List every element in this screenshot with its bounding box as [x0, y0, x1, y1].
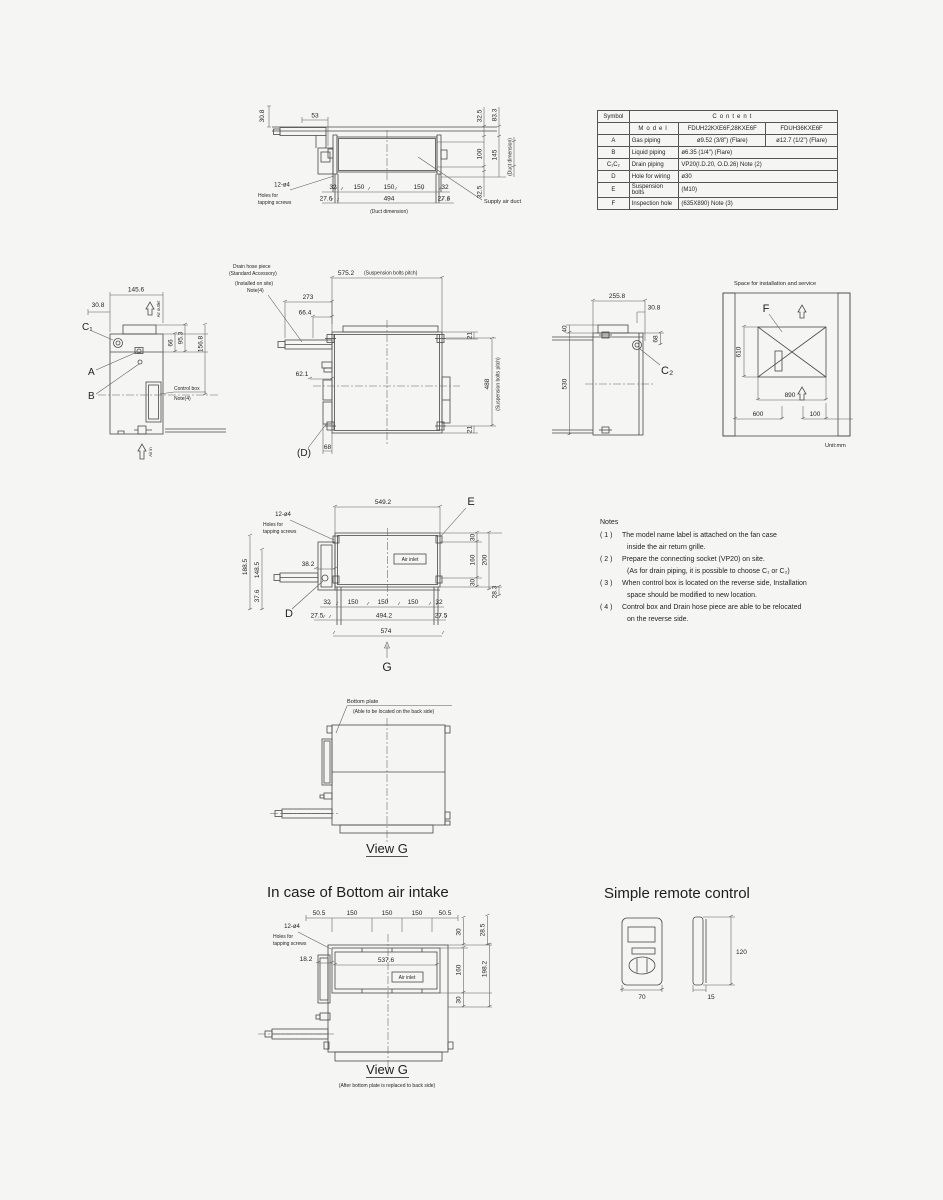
dim-30-bottom: 30: [469, 578, 477, 587]
dim-38-2: 38.2: [301, 561, 315, 568]
note-item-2: [600, 554, 868, 578]
dim-150-3: 150: [407, 599, 419, 606]
control-box-label: Control box: [174, 386, 200, 392]
tapping-screws-label: tapping screws: [258, 200, 292, 206]
dim-255-8: 255.8: [608, 293, 626, 300]
dim-488: 488: [484, 378, 491, 390]
left-side-view: [78, 282, 228, 472]
right-view-dimlines: [566, 299, 664, 435]
install-space-labels: [734, 281, 846, 449]
dim-145-6: 145.6: [127, 286, 145, 294]
holes-count-label: 12-ø4: [275, 512, 291, 518]
notes-title: Notes: [600, 519, 619, 526]
duct-connection-view: [238, 100, 538, 228]
rear-view-labels: [242, 496, 499, 674]
label-f: F: [762, 303, 770, 315]
air-outlet-label: Air outlet: [156, 300, 161, 318]
dim-530: 530: [561, 378, 569, 390]
dim-30-8: 30.8: [259, 109, 266, 123]
note-1-number: ( 1 ): [600, 532, 613, 539]
dim-32-5-bottom: 32.5: [476, 185, 484, 199]
dim-28-5: 28.5: [479, 923, 487, 937]
view-g-centerline: [270, 718, 387, 842]
note-item-4: [600, 602, 868, 626]
suspension-pitch-vertical: (Suspension bolts pitch): [495, 357, 502, 411]
view-g-drawing: [260, 682, 510, 868]
symbol-b: B: [598, 147, 630, 159]
dim-27-5-right: 27.5: [434, 612, 448, 620]
holes-count-label: 12-ø4: [274, 182, 290, 189]
note-1-line-2: inside the air return grille.: [627, 544, 706, 551]
dim-150-1: 150: [347, 599, 359, 606]
dim-27-5-left: 27.5: [310, 612, 324, 620]
row-d-value: ø30: [679, 171, 838, 183]
bottom-air-intake-view: [240, 902, 520, 1102]
bottom-intake-centerline: [258, 934, 388, 1070]
supply-air-duct-label: Supply air duct: [484, 199, 522, 205]
view-g-caption-note: (After bottom plate is replaced to back side): [338, 1083, 436, 1089]
symbol-header: Symbol: [598, 111, 630, 123]
note-4-number: ( 4 ): [600, 604, 613, 611]
note-2-text: [622, 554, 790, 578]
bottom-intake-labels: [273, 910, 489, 1089]
air-inlet-label: Air inlet: [401, 557, 419, 563]
dim-537-6: 537.6: [377, 957, 395, 964]
rear-view-body: [274, 533, 442, 625]
dim-150-3: 150: [413, 184, 425, 191]
unit-mm-label: Unit:mm: [825, 443, 846, 449]
view-g-caption: View G: [366, 841, 408, 856]
drain-hose-label-3: (Installed on site): [235, 281, 274, 287]
note-item-1: [600, 530, 868, 554]
dim-150-2: 150: [377, 599, 389, 606]
row-a-name: Gas piping: [629, 135, 679, 147]
duct-dimension-vertical-label: (Duct dimension): [507, 138, 514, 176]
dim-66: 66: [167, 339, 175, 347]
installation-space-view: [720, 276, 900, 450]
symbol-e: E: [598, 183, 630, 198]
note-4-line-1: Control box and Drain hose piece are able to be relocated: [622, 604, 802, 611]
dim-150-2: 150: [381, 910, 393, 917]
remote-body: [622, 917, 706, 985]
row-a-value1: ø9.52 (3/8") (Flare): [679, 135, 766, 147]
holes-for-label: Holes for: [273, 934, 294, 940]
dim-32-right: 32: [441, 184, 449, 191]
symbol-a: A: [598, 135, 630, 147]
holes-count-label: 12-ø4: [284, 924, 300, 930]
dim-53: 53: [311, 112, 319, 120]
install-space-title: Space for installation and service: [734, 281, 817, 287]
bottom-intake-body: [265, 945, 453, 1061]
row-a-value2: ø12.7 (1/2") (Flare): [766, 135, 838, 147]
note-2-line-1: Prepare the connecting socket (VP20) on site.: [622, 556, 765, 563]
bottom-air-intake-title: In case of Bottom air intake: [267, 884, 449, 901]
right-side-view: [540, 278, 710, 458]
drain-hose-label-1: Drain hose piece: [233, 264, 271, 270]
dim-494: 494: [383, 195, 395, 203]
dim-120: 120: [736, 949, 747, 956]
remote-control-title: Simple remote control: [604, 885, 750, 902]
dim-150-2: 150: [383, 184, 395, 191]
dim-150-1: 150: [353, 184, 365, 191]
dim-32-left: 32: [323, 599, 331, 606]
symbol-f: F: [598, 198, 630, 210]
note-1-line-1: The model name label is attached on the fan case: [622, 532, 777, 539]
dim-160: 160: [455, 964, 463, 976]
dim-610: 610: [735, 346, 743, 358]
label-d-paren: (D): [297, 448, 311, 459]
left-view-body: [110, 302, 226, 459]
dim-273: 273: [302, 294, 314, 301]
note-2-line-2: (As for drain piping, it is possible to choose C₁ or C₂): [627, 568, 790, 575]
install-space-dimlines: [733, 314, 853, 419]
holes-for-label: Holes for: [263, 522, 284, 528]
row-c-name: Drain piping: [629, 159, 679, 171]
row-c-value: VP20(I.D.20, O.D.26) Note (2): [679, 159, 838, 171]
right-view-labels: [562, 293, 674, 389]
plan-view-dimlines: [268, 276, 496, 454]
air-inlet-label: Air inlet: [398, 975, 416, 981]
notes-section: [600, 517, 868, 626]
dim-50-5-right: 50.5: [438, 910, 452, 917]
drain-hose-label-2: (Standard Accessory): [229, 271, 277, 277]
row-e-value: (M10): [679, 183, 838, 198]
dim-188-5: 188.5: [242, 558, 249, 576]
note-3-line-2: space should be modified to new location.: [627, 592, 757, 599]
plan-view-labels: [229, 264, 502, 459]
dim-156-8: 156.8: [197, 335, 205, 353]
dim-32-right: 32: [435, 599, 443, 606]
dim-32-left: 32: [329, 184, 337, 191]
row-f-name: Inspection hole: [629, 198, 679, 210]
row-b-value: ø6.35 (1/4") (Flare): [679, 147, 838, 159]
plan-view: [228, 258, 506, 466]
control-box-note: Note(4): [174, 396, 191, 402]
dim-160: 160: [469, 554, 477, 566]
symbol-blank: [598, 123, 630, 135]
dim-575-2: 575.2: [337, 270, 355, 277]
dim-27-6-right: 27.6: [437, 195, 451, 203]
dim-32-5-top: 32.5: [476, 109, 484, 123]
dim-68: 68: [323, 444, 332, 451]
label-e: E: [467, 496, 475, 508]
note-3-text: [622, 578, 807, 602]
dim-15: 15: [707, 994, 715, 1001]
note-4-line-2: on the reverse side.: [627, 616, 689, 623]
note-1-text: [622, 530, 777, 554]
symbol-d: D: [598, 171, 630, 183]
dim-27-6-left: 27.6: [319, 195, 333, 203]
dim-198-2: 198.2: [481, 960, 489, 978]
duct-view-labels: [258, 108, 521, 215]
install-space-body: [723, 293, 850, 436]
dim-100: 100: [809, 411, 821, 418]
tapping-screws-label: tapping screws: [263, 529, 297, 535]
label-g: G: [382, 660, 392, 674]
dim-30-8: 30.8: [91, 302, 105, 309]
label-a: A: [88, 367, 95, 378]
model-2: FDUH36KXE6F: [766, 123, 838, 135]
dim-28-3: 28.3: [491, 585, 499, 599]
view-g-body: [275, 725, 450, 833]
dim-50-5-left: 50.5: [312, 910, 326, 917]
dim-145: 145: [491, 149, 499, 161]
dim-40: 40: [561, 325, 569, 333]
view-g-caption-2: View G: [366, 1062, 408, 1077]
dim-890: 890: [784, 392, 796, 399]
dim-21-bottom: 21: [466, 425, 474, 434]
dim-100: 100: [476, 148, 484, 160]
dim-494-2: 494.2: [375, 612, 393, 620]
note-2-number: ( 2 ): [600, 556, 613, 563]
tapping-screws-label: tapping screws: [273, 941, 307, 947]
dim-30-top: 30: [455, 928, 463, 936]
row-b-name: Liquid piping: [629, 147, 679, 159]
label-c2: C₂: [661, 365, 674, 377]
rear-view: [230, 492, 510, 677]
dim-150-3: 150: [411, 910, 423, 917]
dim-95-3: 95.3: [177, 331, 185, 345]
note-item-3: [600, 578, 868, 602]
dim-66-4: 66.4: [298, 309, 312, 317]
row-f-value: (635X890) Note (3): [679, 198, 838, 210]
content-header: Content: [629, 111, 837, 123]
dim-21-top: 21: [466, 331, 474, 340]
label-b: B: [88, 391, 95, 402]
symbol-content-table: [597, 110, 838, 210]
dim-549-2: 549.2: [374, 499, 392, 506]
dim-150-1: 150: [346, 910, 358, 917]
dim-200: 200: [481, 554, 489, 566]
row-e-name: Suspension bolts: [629, 183, 679, 198]
note-4-text: [622, 602, 801, 626]
dim-68: 68: [652, 335, 660, 343]
label-d: D: [285, 608, 293, 620]
note-3-number: ( 3 ): [600, 580, 613, 587]
dim-30-bottom: 30: [455, 996, 463, 1004]
suspension-pitch-horizontal: (Suspension bolts pitch): [364, 270, 418, 277]
dim-574: 574: [380, 628, 392, 635]
model-1: FDUH22KXE6F,28KXE6F: [679, 123, 766, 135]
note-3-line-1: When control box is located on the reverse side, Installation: [622, 580, 807, 587]
model-label: Model: [629, 123, 679, 135]
bottom-plate-label: Bottom plate: [347, 699, 379, 705]
duct-dimension-horizontal-label: (Duct dimension): [370, 209, 408, 215]
row-d-name: Hole for wiring: [629, 171, 679, 183]
left-view-dimlines: [88, 292, 208, 395]
rear-view-dimlines: [248, 505, 502, 658]
holes-for-label: Holes for: [258, 193, 279, 199]
dim-600: 600: [752, 411, 764, 418]
dim-83-3: 83.3: [491, 108, 499, 122]
dim-18-2: 18.2: [299, 956, 313, 963]
dim-30-top: 30: [469, 533, 477, 542]
bottom-plate-note: (Able to be located on the back side): [353, 709, 435, 715]
duct-view-lines: [272, 127, 497, 203]
remote-dimlines: [620, 915, 735, 992]
dim-62-1: 62.1: [295, 371, 309, 378]
dim-70: 70: [638, 994, 646, 1001]
symbol-c1c2: C₁C₂: [598, 159, 630, 171]
remote-control-view: [590, 900, 790, 1010]
dim-37-6: 37.6: [254, 589, 261, 603]
drain-hose-label-4: Note(4): [247, 288, 264, 294]
label-c1: C₁: [82, 322, 93, 333]
air-in-label: Air in: [148, 447, 153, 457]
dim-148-5: 148.5: [254, 561, 261, 579]
plan-view-body: [278, 326, 450, 433]
dim-30-8: 30.8: [647, 304, 661, 312]
